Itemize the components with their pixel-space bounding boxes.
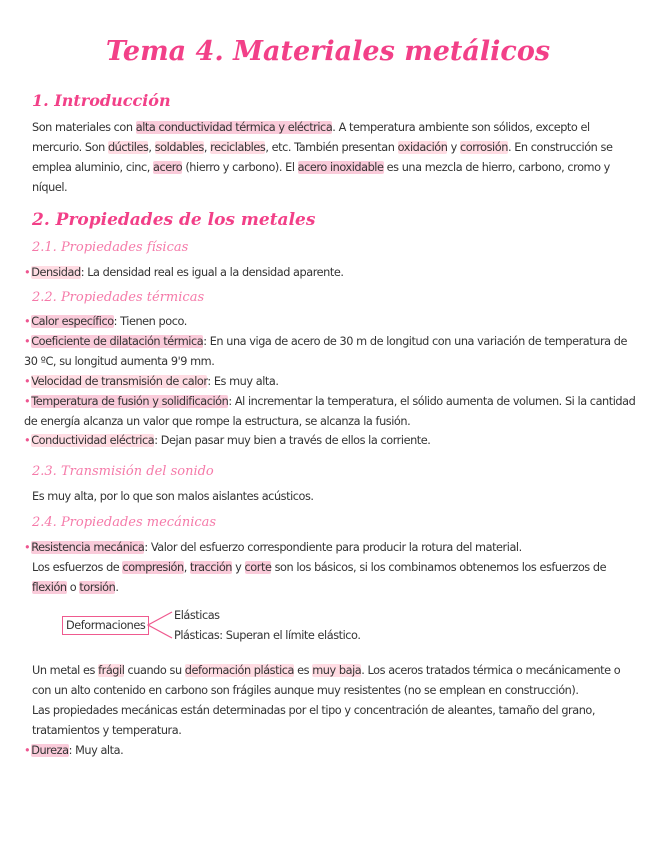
heading-propiedades: 2. Propiedades de los metales xyxy=(32,210,316,230)
highlight: oxidación xyxy=(397,141,448,154)
term-highlight: Resistencia mecánica xyxy=(31,541,145,554)
bullet-calor: •Calor específico: Tienen poco. xyxy=(24,315,187,328)
highlight: alta conductividad térmica y eléctrica xyxy=(135,121,333,134)
deformacion-plasticas: Plásticas: Superan el límite elástico. xyxy=(174,629,361,642)
term-highlight: Dureza xyxy=(31,744,69,757)
heading-propiedades-fisicas: 2.1. Propiedades físicas xyxy=(32,240,189,255)
bullet-resistencia: •Resistencia mecánica: Valor del esfuerzo correspondiente para producir la rotura del material. xyxy=(24,541,522,554)
highlight: corte xyxy=(244,561,272,574)
highlight: acero xyxy=(153,161,183,174)
deformaciones-box: Deformaciones xyxy=(62,616,149,635)
term-highlight: Calor específico xyxy=(31,315,114,328)
bullet-coeficiente: •Coeficiente de dilatación térmica: En una viga de acero de 30 m de longitud con una variación de temperatura de 30 ºC, su longitud aumenta 9'9 mm. xyxy=(24,335,627,368)
highlight: dúctiles xyxy=(107,141,149,154)
term-highlight: Coeficiente de dilatación térmica xyxy=(31,335,204,348)
highlight: soldables xyxy=(154,141,204,154)
highlight: muy baja xyxy=(312,664,362,677)
heading-transmision-sonido: 2.3. Transmisión del sonido xyxy=(32,464,214,479)
heading-propiedades-mecanicas: 2.4. Propiedades mecánicas xyxy=(32,515,217,530)
highlight: reciclables xyxy=(210,141,266,154)
bullet-conductividad: •Conductividad eléctrica: Dejan pasar muy bien a través de ellos la corriente. xyxy=(24,434,431,447)
highlight: deformación plástica xyxy=(184,664,295,677)
brace-arrow xyxy=(146,608,174,642)
bullet-temperatura: •Temperatura de fusión y solidificación: Al incrementar la temperatura, el sólido aumenta de volumen. Si la cantidad de energía alcanza un valor que rompe la estructura, se alcanza la fusión. xyxy=(24,395,636,428)
intro-paragraph: Son materiales con alta conductividad térmica y eléctrica. A temperatura ambiente son sólidos, excepto el mercurio. Son dúctiles, soldables, reciclables, etc. También presentan oxidación y corrosión. En construcción se emplea aluminio, cinc, acero (hierro y carbono). El acero inoxidable es una mezcla de hierro, carbono, cromo y níquel. xyxy=(32,121,613,194)
term-highlight: Velocidad de transmisión de calor xyxy=(31,375,208,388)
highlight: compresión xyxy=(122,561,184,574)
highlight: acero inoxidable xyxy=(297,161,384,174)
page-title: Tema 4. Materiales metálicos xyxy=(105,36,551,67)
heading-introduccion: 1. Introducción xyxy=(32,91,171,110)
highlight: flexión xyxy=(32,581,67,594)
highlight: corrosión xyxy=(460,141,508,154)
term-highlight: Conductividad eléctrica xyxy=(31,434,155,447)
highlight: frágil xyxy=(98,664,125,677)
term-highlight: Temperatura de fusión y solidificación xyxy=(31,395,229,408)
deformacion-elasticas: Elásticas xyxy=(174,609,220,622)
fragil-paragraph: Un metal es frágil cuando su deformación plástica es muy baja. Los aceros tratados térmica o mecánicamente o con un alto contenido en carbono son frágiles aunque muy resistentes (no se emplean en construcción). xyxy=(32,664,621,697)
bullet-velocidad: •Velocidad de transmisión de calor: Es muy alta. xyxy=(24,375,279,388)
mech-props-paragraph: Las propiedades mecánicas están determinadas por el tipo y concentración de aleantes, tamaño del grano, tratamientos y temperatura. xyxy=(32,704,596,737)
esfuerzos-paragraph: Los esfuerzos de compresión, tracción y corte son los básicos, si los combinamos obtenemos los esfuerzos de flexión o torsión. xyxy=(32,561,607,594)
highlight: tracción xyxy=(189,561,233,574)
highlight: torsión xyxy=(79,581,116,594)
bullet-dureza: •Dureza: Muy alta. xyxy=(24,744,124,757)
heading-propiedades-termicas: 2.2. Propiedades térmicas xyxy=(32,290,205,305)
bullet-densidad: •Densidad: La densidad real es igual a la densidad aparente. xyxy=(24,266,344,279)
sound-paragraph: Es muy alta, por lo que son malos aislantes acústicos. xyxy=(32,490,314,503)
term-highlight: Densidad xyxy=(31,266,81,279)
